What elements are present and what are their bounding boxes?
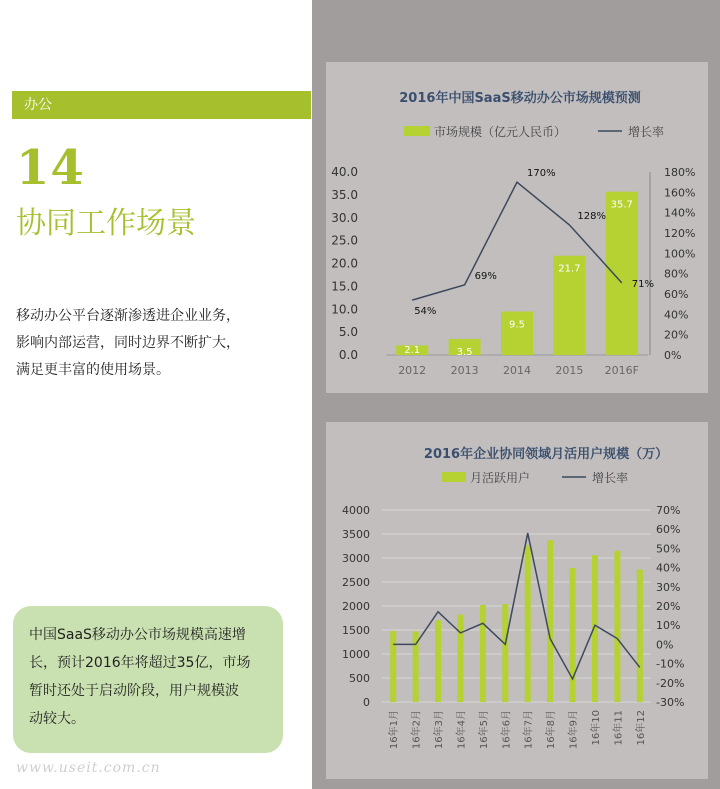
y2-tick-label: 40% <box>664 308 689 322</box>
market-size-chart <box>326 62 708 393</box>
monthly-users-chart-card <box>326 422 708 779</box>
y-tick-label: 0.0 <box>338 348 358 362</box>
bar-value-label: 2.1 <box>404 345 421 356</box>
legend-label-line: 增长率 <box>628 125 665 139</box>
growth-line <box>412 182 622 300</box>
callout-box <box>13 606 283 753</box>
y2-tick-label: 20% <box>656 600 681 613</box>
bar <box>606 192 638 355</box>
bar <box>637 570 643 702</box>
callout-line: 暂时还处于启动阶段，用户规模波 <box>29 683 239 699</box>
y2-tick-label: -30% <box>656 696 685 709</box>
y-tick-label: 35.0 <box>331 187 358 202</box>
description-line: 满足更丰富的使用场景。 <box>16 362 170 378</box>
bar <box>570 568 576 702</box>
y2-tick-label: 0% <box>656 638 674 652</box>
x-tick-label: 2015 <box>555 364 584 377</box>
y2-tick-label: 20% <box>664 328 689 342</box>
bar <box>390 631 396 702</box>
category-bar: 办公 <box>12 91 311 119</box>
bar <box>501 312 533 355</box>
line-value-label: 128% <box>577 210 606 222</box>
watermark: www.useit.com.cn <box>16 760 161 776</box>
y2-tick-label: 0% <box>664 349 682 362</box>
bar <box>547 540 553 702</box>
description <box>16 303 286 384</box>
y-tick-label: 40.0 <box>331 165 358 179</box>
y-tick-label: 3000 <box>342 552 370 565</box>
bar-value-label: 3.5 <box>456 346 473 358</box>
x-tick-label: 16年1月 <box>389 710 401 750</box>
y2-tick-label: 120% <box>664 227 696 240</box>
y2-tick-label: 10% <box>656 619 681 633</box>
y2-tick-label: 50% <box>656 542 681 556</box>
legend-label-bar: 月活跃用户 <box>470 471 531 485</box>
y2-tick-label: 180% <box>664 166 696 179</box>
bar <box>435 620 441 702</box>
section-title: 协同工作场景 <box>16 206 196 241</box>
x-tick-label: 16年6月 <box>501 710 513 750</box>
line-value-label: 170% <box>527 168 556 180</box>
y2-tick-label: 160% <box>664 186 696 200</box>
legend-label-bar: 市场规模（亿元人民币） <box>434 125 567 139</box>
x-tick-label: 16年2月 <box>411 710 423 750</box>
callout-line: 长，预计2016年将超过35亿，市场 <box>29 655 251 671</box>
bar <box>457 615 463 702</box>
x-tick-label: 16年4月 <box>456 710 468 750</box>
line-value-label: 54% <box>414 306 437 318</box>
bar <box>614 551 620 702</box>
x-tick-label: 16年8月 <box>546 710 558 750</box>
y2-tick-label: -10% <box>656 657 685 671</box>
y-tick-label: 3500 <box>342 528 370 541</box>
x-tick-label: 2016F <box>604 364 639 377</box>
y2-tick-label: 70% <box>656 504 681 517</box>
y-tick-label: 30.0 <box>331 210 358 225</box>
bar-value-label: 9.5 <box>509 319 525 331</box>
y-tick-label: 1000 <box>342 648 370 661</box>
legend-swatch-bar <box>442 472 466 482</box>
x-tick-label: 16年3月 <box>434 710 446 750</box>
callout-line: 动较大。 <box>29 711 85 727</box>
chart-title: 2016年企业协同领域月活用户规模（万） <box>423 447 669 462</box>
line-value-label: 71% <box>631 278 655 290</box>
y2-tick-label: 100% <box>664 247 696 261</box>
y-tick-label: 0 <box>363 696 370 709</box>
y-tick-label: 2000 <box>342 600 370 613</box>
section-number: 14 <box>16 140 85 196</box>
x-tick-label: 2013 <box>450 364 479 377</box>
x-tick-label: 16年12 <box>635 710 647 746</box>
market-size-chart-card <box>326 62 708 393</box>
y-tick-label: 1500 <box>342 624 370 637</box>
monthly-users-chart <box>326 422 708 779</box>
legend-swatch-bar <box>404 126 430 136</box>
x-tick-label: 16年11 <box>613 710 625 746</box>
x-tick-label: 2014 <box>503 364 531 377</box>
left-panel <box>0 0 312 789</box>
bar-value-label: 21.7 <box>558 263 581 275</box>
y-tick-label: 5.0 <box>338 325 358 340</box>
y2-tick-label: 30% <box>656 580 681 594</box>
y2-tick-label: 80% <box>664 267 689 281</box>
y-tick-label: 10.0 <box>331 302 358 317</box>
bar <box>502 604 508 702</box>
line-value-label: 69% <box>474 270 497 282</box>
x-tick-label: 16年9月 <box>568 710 580 750</box>
bar <box>525 546 531 702</box>
x-tick-label: 16年10 <box>590 710 602 746</box>
callout-line: 中国SaaS移动办公市场规模高速增 <box>29 627 246 643</box>
y2-tick-label: 40% <box>656 561 681 575</box>
y-tick-label: 20.0 <box>331 256 358 271</box>
bar-value-label: 35.7 <box>610 199 633 211</box>
y-tick-label: 25.0 <box>331 233 358 248</box>
x-tick-label: 16年7月 <box>523 710 535 750</box>
y-tick-label: 500 <box>349 672 370 685</box>
y-tick-label: 4000 <box>342 504 370 517</box>
x-tick-label: 16年5月 <box>478 710 490 750</box>
y2-tick-label: 60% <box>664 288 689 301</box>
x-tick-label: 2012 <box>398 364 427 377</box>
y2-tick-label: -20% <box>656 676 685 690</box>
chart-title: 2016年中国SaaS移动办公市场规模预测 <box>399 91 641 106</box>
description-line: 移动办公平台逐渐渗透进企业业务， <box>16 308 240 324</box>
y-tick-label: 2500 <box>342 576 370 589</box>
bar <box>480 605 486 702</box>
description-line: 影响内部运营，同时边界不断扩大， <box>16 335 240 351</box>
legend-label-line: 增长率 <box>592 471 629 485</box>
y-tick-label: 15.0 <box>331 279 358 294</box>
y2-tick-label: 140% <box>664 206 696 220</box>
y2-tick-label: 60% <box>656 523 681 537</box>
